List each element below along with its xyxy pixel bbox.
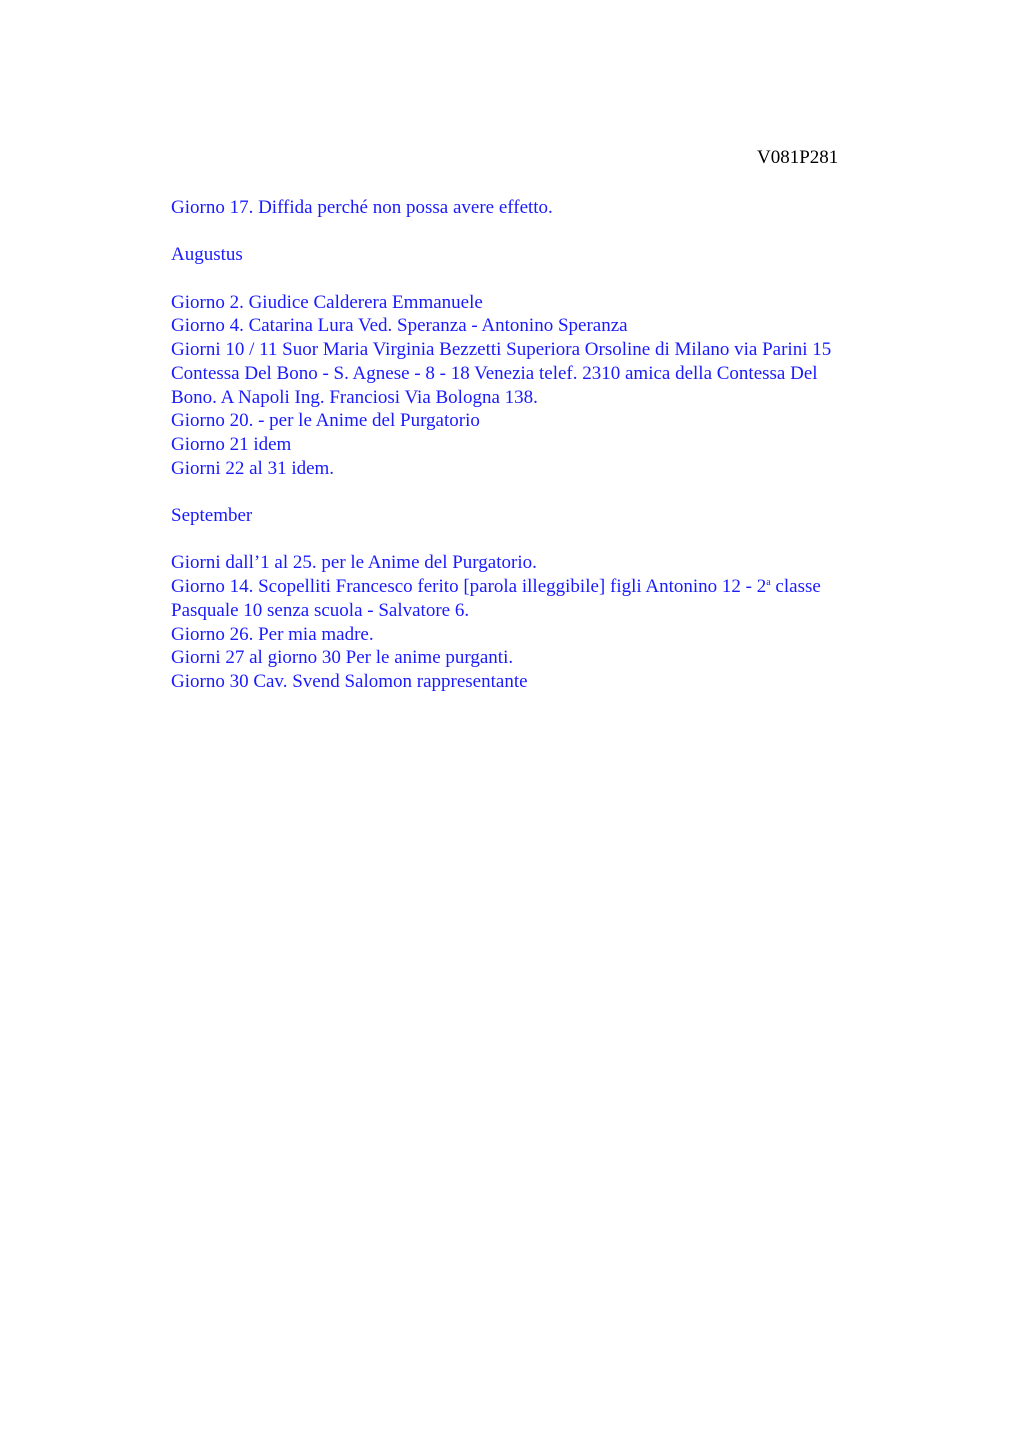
spacer (171, 528, 951, 552)
august-entry: Giorni 22 al 31 idem. (171, 457, 335, 479)
september-entry: Giorni 27 al giorno 30 Per le anime purganti. (171, 647, 514, 669)
august-heading: Augustus (171, 244, 243, 266)
august-entry: Giorno 21 idem (171, 434, 292, 455)
august-entry: Giorni 10 / 11 Suor Maria Virginia Bezzetti Superiora Orsoline di Milano via Parini 15 (171, 339, 832, 361)
august-entry: Giorno 20. - per le Anime del Purgatorio (171, 410, 480, 432)
september-entry-with-superscript (171, 575, 951, 599)
entry-text: classe (770, 576, 821, 598)
september-heading: September (171, 505, 253, 527)
september-entry: Giorno 26. Per mia madre. (171, 623, 374, 645)
spacer (171, 267, 951, 291)
spacer (171, 220, 951, 244)
august-entry: Bono. A Napoli Ing. Franciosi Via Bologna 138. (171, 386, 538, 408)
entry-text: Giorno 14. Scopelliti Francesco ferito [parola illeggibile] figli Antonino 12 - 2 (171, 576, 767, 598)
september-entry: Pasquale 10 senza scuola - Salvatore 6. (171, 599, 470, 621)
page-id: V081P281 (757, 147, 839, 168)
september-entry: Giorno 30 Cav. Svend Salomon rappresentante (171, 671, 528, 692)
august-entry: Giorno 4. Catarina Lura Ved. Speranza - Antonino Speranza (171, 315, 628, 337)
august-entry: Giorno 2. Giudice Calderera Emmanuele (171, 291, 483, 313)
ordinal-superscript: a (766, 577, 771, 589)
september-entry: Giorni dall’1 al 25. per le Anime del Purgatorio. (171, 552, 537, 574)
august-entry: Contessa Del Bono - S. Agnese - 8 - 18 Venezia telef. 2310 amica della Contessa Del (171, 362, 818, 384)
document-body (171, 196, 951, 694)
intro-line: Giorno 17. Diffida perché non possa avere effetto. (171, 197, 553, 218)
spacer (171, 480, 951, 504)
